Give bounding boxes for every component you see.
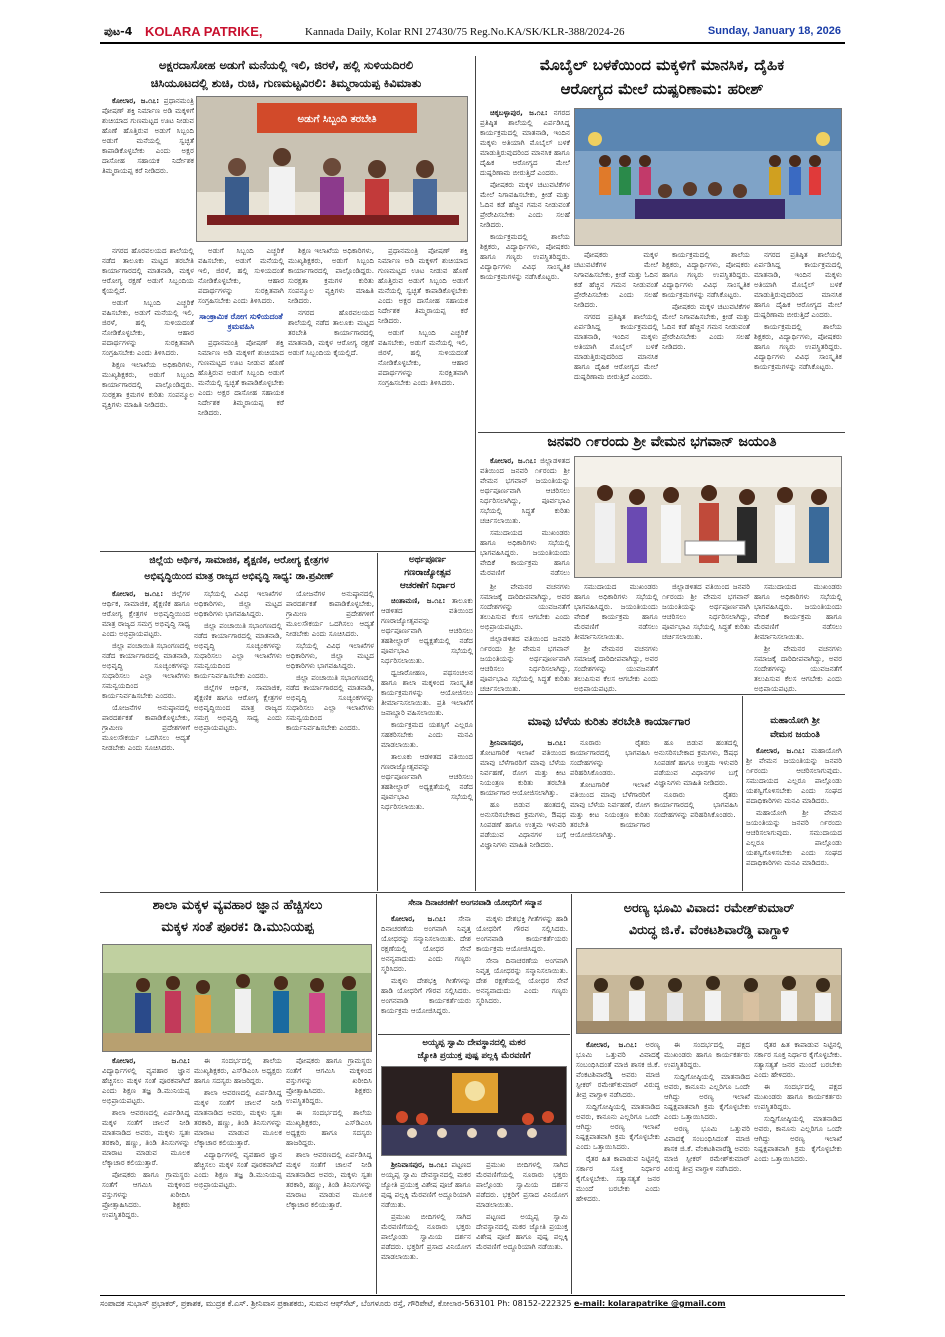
a5-body-1: ತಾಲೂಕು ಆಡಳಿತದ ವತಿಯಿಂದ ಗಣರಾಜ್ಯೋತ್ಸವವನ್ನು ಅರ್ಥಪೂರ್ಣವಾಗಿ ಆಚರಿಸಲು ತಹಶೀಲ್ದಾರ್ ಅಧ್ಯಕ್ಷತೆಯಲ್ಲಿ ನಡೆದ ಪೂರ್ವಭಾವಿ ಸಭೆಯಲ್ಲಿ ನಿರ್ಧರಿಸಲಾಯಿತು. <box>381 596 473 665</box>
a1-body-4: ಶಿಕ್ಷಣ ಇಲಾಖೆಯ ಅಧಿಕಾರಿಗಳು, ಮುಖ್ಯಶಿಕ್ಷಕರು, ಅಡುಗೆ ಸಿಬ್ಬಂದಿ ಕಾರ್ಯಾಗಾರದಲ್ಲಿ ಪಾಲ್ಗೊಂಡಿದ್ದರು. ಸುರಕ್ಷತಾ ಕ್ರಮಗಳ ಕುರಿತು ಸಂಪನ್ಮೂಲ ವ್ಯಕ್ತಿಗಳು ಮಾಹಿತಿ ನೀಡಿದರು. <box>102 360 194 409</box>
a11-column-1 <box>576 1040 660 1292</box>
a11-body-4b: ಈ ಸಂದರ್ಭದಲ್ಲಿ ಪಕ್ಷದ ಮುಖಂಡರು ಹಾಗೂ ಕಾರ್ಯಕರ್ತರು ಉಪಸ್ಥಿತರಿದ್ದರು. <box>754 1082 842 1111</box>
a8-headline-2: ಮಕ್ಕಳ ಸಂತೆ ಪೂರಕ: ಡಿ.ಮುನಿಯಪ್ಪ <box>161 920 314 935</box>
a10-body-2b: ಪ್ರಮುಖ ಬೀದಿಗಳಲ್ಲಿ ಸಾಗಿದ ಮೆರವಣಿಗೆಯಲ್ಲಿ ನೂರಾರು ಭಕ್ತರು ಪಾಲ್ಗೊಂಡು ಸ್ವಾಮಿಯ ದರ್ಶನ ಪಡೆದರು. ಭಕ್ತರಿಗೆ ಪ್ರಸಾದ ವಿನಿಯೋಗ ಮಾಡಲಾಯಿತು. <box>476 1160 568 1209</box>
a5-body-1b: ತಾಲೂಕು ಆಡಳಿತದ ವತಿಯಿಂದ ಗಣರಾಜ್ಯೋತ್ಸವವನ್ನು ಅರ್ಥಪೂರ್ಣವಾಗಿ ಆಚರಿಸಲು ತಹಶೀಲ್ದಾರ್ ಅಧ್ಯಕ್ಷತೆಯಲ್ಲಿ ನಡೆದ ಪೂರ್ವಭಾವಿ ಸಭೆಯಲ್ಲಿ ನಿರ್ಧರಿಸಲಾಯಿತು. <box>381 752 473 811</box>
a1-column-3 <box>288 246 374 538</box>
a5-column-1 <box>381 596 473 888</box>
a2-body-2c: ಪೋಷಕರು ಮಕ್ಕಳ ಚಟುವಟಿಕೆಗಳ ಮೇಲೆ ನಿಗಾವಹಿಸಬೇಕು, ಕ್ರೀಡೆ ಮತ್ತು ಓದಿನ ಕಡೆ ಹೆಚ್ಚಿನ ಗಮನ ನೀಡುವಂತೆ ಪ್ರೇರೇಪಿಸಬೇಕು ಎಂದು ಸಲಹೆ ನೀಡಿದರು. <box>662 302 750 351</box>
a6-body-2b: ಹೂ ಬಿಡುವ ಹಂತದಲ್ಲಿ ಅನುಸರಿಸಬೇಕಾದ ಕ್ರಮಗಳು, ಔಷಧ ಸಿಂಪಡಣೆ ಹಾಗೂ ಉತ್ತಮ ಇಳುವರಿ ಪಡೆಯುವ ವಿಧಾನಗಳ ಬಗ್ಗೆ ವಿಜ್ಞಾನಿಗಳು ಮಾಹಿತಿ ನೀಡಿದರು. <box>654 738 738 787</box>
vertical-rule-4 <box>742 696 743 891</box>
a8-dateline: ಕೋಲಾರ, ಜ.೧೭: <box>112 1056 190 1065</box>
a1-subhead: ಸಾಂಕ್ರಾಮಿಕ ರೋಗ ಸುಳಿಯದಂತೆ ಕ್ರಮವಹಿಸಿ <box>199 312 283 331</box>
a11-column-3 <box>754 1040 842 1292</box>
a4-body-2c: ಜಿಲ್ಲಾ ಪಂಚಾಯಿತಿ ಸಭಾಂಗಣದಲ್ಲಿ ನಡೆದ ಕಾರ್ಯಾಗಾರದಲ್ಲಿ ಮಾತನಾಡಿ, ಅಭಿವೃದ್ಧಿ ಸೂಚ್ಯಂಕಗಳನ್ನು ಸುಧಾರಿಸಲು ಎಲ್ಲಾ ಇಲಾಖೆಗಳು ಸಮನ್ವಯದಿಂದ ಕಾರ್ಯನಿರ್ವಹಿಸಬೇಕು ಎಂದರು. <box>286 673 374 732</box>
a6-dateline: ಶ್ರೀನಿವಾಸಪುರ, ಜ.೧೭: <box>490 738 566 747</box>
a9-body-2b: ಮಕ್ಕಳು ದೇಶಭಕ್ತಿ ಗೀತೆಗಳನ್ನು ಹಾಡಿ ಯೋಧರಿಗೆ ಗೌರವ ಸಲ್ಲಿಸಿದರು. ಅಂಗನವಾಡಿ ಕಾರ್ಯಕರ್ತೆಯರು ಕಾರ್ಯಕ್ರಮ ಆಯೋಜಿಸಿದ್ದರು. <box>476 914 568 953</box>
a11-body-3b: ರೈತರ ಹಿತ ಕಾಪಾಡುವ ನಿಟ್ಟಿನಲ್ಲಿ ಸರ್ಕಾರ ಸೂಕ್ತ ನಿರ್ಧಾರ ಕೈಗೊಳ್ಳಬೇಕು. ಸತ್ಯಾಸತ್ಯತೆ ಜನರ ಮುಂದೆ ಬರಬೇಕು ಎಂದು ಹೇಳಿದರು. <box>754 1040 842 1079</box>
a8-body-3: ಪೋಷಕರು ಹಾಗೂ ಗ್ರಾಮಸ್ಥರು ಸಂತೆಗೆ ಆಗಮಿಸಿ ಮಕ್ಕಳಿಂದ ವಸ್ತುಗಳನ್ನು ಖರೀದಿಸಿ ಪ್ರೋತ್ಸಾಹಿಸಿದರು. ಶಿಕ್ಷಕರು ಉಪಸ್ಥಿತರಿದ್ದರು. <box>102 1170 190 1219</box>
a4-body-1b: ಜಿಲ್ಲೆಗಳ ಆರ್ಥಿಕ, ಸಾಮಾಜಿಕ, ಶೈಕ್ಷಣಿಕ ಹಾಗೂ ಆರೋಗ್ಯ ಕ್ಷೇತ್ರಗಳ ಅಭಿವೃದ್ಧಿಯಿಂದ ಮಾತ್ರ ರಾಜ್ಯದ ಸಮಗ್ರ ಅಭಿವೃದ್ಧಿ ಸಾಧ್ಯ ಎಂದು ಅಭಿಪ್ರಾಯಪಟ್ಟರು. <box>194 683 282 732</box>
a8-column-3 <box>286 1056 372 1292</box>
masthead <box>100 22 845 44</box>
a2-column-2 <box>574 250 658 430</box>
a7-body-1: ಮಹಾಯೋಗಿ ಶ್ರೀ ವೇಮನ ಜಯಂತಿಯನ್ನು ಜನವರಿ ೧೯ರಂದು ಆಚರಿಸಲಾಗುವುದು. ಸಮುದಾಯದ ಎಲ್ಲರೂ ಪಾಲ್ಗೊಂಡು ಯಶಸ್ವಿಗೊಳಿಸಬೇಕು ಎಂದು ಸಂಘದ ಪದಾಧಿಕಾರಿಗಳು ಮನವಿ ಮಾಡಿದರು. <box>746 746 842 805</box>
page-number: ಪುಟ-4 <box>104 25 133 38</box>
a2-body-3: ಕಾರ್ಯಕ್ರಮದಲ್ಲಿ ಶಾಲೆಯ ಶಿಕ್ಷಕರು, ವಿದ್ಯಾರ್ಥಿಗಳು, ಪೋಷಕರು ಹಾಗೂ ಗಣ್ಯರು ಉಪಸ್ಥಿತರಿದ್ದರು. ವಿದ್ಯಾರ್ಥಿಗಳು ವಿವಿಧ ಸಾಂಸ್ಕೃತಿಕ ಕಾರ್ಯಕ್ರಮಗಳನ್ನು ನಡೆಸಿಕೊಟ್ಟರು. <box>480 232 570 281</box>
a10-dateline: ಶ್ರೀನಿವಾಸಪುರ, ಜ.೧೭: <box>391 1160 448 1169</box>
a8-body-3b: ಪೋಷಕರು ಹಾಗೂ ಗ್ರಾಮಸ್ಥರು ಸಂತೆಗೆ ಆಗಮಿಸಿ ಮಕ್ಕಳಿಂದ ವಸ್ತುಗಳನ್ನು ಖರೀದಿಸಿ ಪ್ರೋತ್ಸಾಹಿಸಿದರು. ಶಿಕ್ಷಕರು ಉಪಸ್ಥಿತರಿದ್ದರು. <box>286 1056 372 1105</box>
a3-body-1c: ಜಿಲ್ಲಾಡಳಿತದ ವತಿಯಿಂದ ಜನವರಿ ೧೯ರಂದು ಶ್ರೀ ವೇಮನ ಭಗವಾನ್ ಜಯಂತಿಯನ್ನು ಅರ್ಥಪೂರ್ಣವಾಗಿ ಆಚರಿಸಲು ನಿರ್ಧರಿಸಲಾಗಿದ್ದು, ಪೂರ್ವಭಾವಿ ಸಭೆಯಲ್ಲಿ ಸಿದ್ಧತೆ ಕುರಿತು ಚರ್ಚಿಸಲಾಯಿತು. <box>662 582 750 641</box>
a4-column-2 <box>194 589 282 889</box>
a7-body-1b: ಮಹಾಯೋಗಿ ಶ್ರೀ ವೇಮನ ಜಯಂತಿಯನ್ನು ಜನವರಿ ೧೯ರಂದು ಆಚರಿಸಲಾಗುವುದು. ಸಮುದಾಯದ ಎಲ್ಲರೂ ಪಾಲ್ಗೊಂಡು ಯಶಸ್ವಿಗೊಳಿಸಬೇಕು ಎಂದು ಸಂಘದ ಪದಾಧಿಕಾರಿಗಳು ಮನವಿ ಮಾಡಿದರು. <box>746 808 842 867</box>
a11-column-2 <box>664 1040 750 1292</box>
a11-body-2c: ಸುದ್ದಿಗೋಷ್ಠಿಯಲ್ಲಿ ಮಾತನಾಡಿದ ಅವರು, ಕಾನೂನು ಎಲ್ಲರಿಗೂ ಒಂದೇ ಆಗಿದ್ದು ಅರಣ್ಯ ಇಲಾಖೆ ನಿಷ್ಪಕ್ಷಪಾತವಾಗಿ ಕ್ರಮ ಕೈಗೊಳ್ಳಬೇಕು ಎಂದು ಒತ್ತಾಯಿಸಿದರು. <box>754 1114 842 1163</box>
a1-body-2: ನಗರದ ಹೊರವಲಯದ ಶಾಲೆಯಲ್ಲಿ ನಡೆದ ತಾಲೂಕು ಮಟ್ಟದ ತರಬೇತಿ ಕಾರ್ಯಾಗಾರದಲ್ಲಿ ಮಾತನಾಡಿ, ಮಕ್ಕಳ ಆರೋಗ್ಯ ರಕ್ಷಣೆ ಅಡುಗೆ ಸಿಬ್ಬಂದಿಯ ಕೈಯಲ್ಲಿದೆ. <box>102 246 194 295</box>
a3-body-1: ಜಿಲ್ಲಾಡಳಿತದ ವತಿಯಿಂದ ಜನವರಿ ೧೯ರಂದು ಶ್ರೀ ವೇಮನ ಭಗವಾನ್ ಜಯಂತಿಯನ್ನು ಅರ್ಥಪೂರ್ಣವಾಗಿ ಆಚರಿಸಲು ನಿರ್ಧರಿಸಲಾಗಿದ್ದು, ಪೂರ್ವಭಾವಿ ಸಭೆಯಲ್ಲಿ ಸಿದ್ಧತೆ ಕುರಿತು ಚರ್ಚಿಸಲಾಯಿತು. <box>480 456 570 525</box>
a2-body-3c: ಕಾರ್ಯಕ್ರಮದಲ್ಲಿ ಶಾಲೆಯ ಶಿಕ್ಷಕರು, ವಿದ್ಯಾರ್ಥಿಗಳು, ಪೋಷಕರು ಹಾಗೂ ಗಣ್ಯರು ಉಪಸ್ಥಿತರಿದ್ದರು. ವಿದ್ಯಾರ್ಥಿಗಳು ವಿವಿಧ ಸಾಂಸ್ಕೃತಿಕ ಕಾರ್ಯಕ್ರಮಗಳನ್ನು ನಡೆಸಿಕೊಟ್ಟರು. <box>754 322 842 371</box>
footer-imprint: ಸಂಪಾದಕ ಸುಭಾಸ್ ಪ್ರಭಾಕರ್, ಪ್ರಕಾಶಕ, ಮುದ್ರಕ ಕೆ.ಎಸ್. ಶ್ರೀನಿವಾಸ ಪ್ರಕಾಶಕರು, ಸುಮನ ಆಫ್‌ಸೆಟ್, ಬೆಂಗಳೂರು ರಸ್ತೆ, ಗೌರಿಪೇಟೆ, ಕೋಲಾರ-563101 Ph: 08152-222325 <box>100 1299 572 1308</box>
vertical-rule-6 <box>571 894 572 1294</box>
a4-headline-2: ಅಭಿವೃದ್ಧಿಯಿಂದ ಮಾತ್ರ ರಾಜ್ಯದ ಅಭಿವೃದ್ಧಿ ಸಾಧ್ಯ: ಡಾ.ಪ್ರವೀಣ್ <box>144 571 334 582</box>
a4-headline-1: ಜಿಲ್ಲೆಯ ಆರ್ಥಿಕ, ಸಾಮಾಜಿಕ, ಶೈಕ್ಷಣಿಕ, ಆರೋಗ್ಯ ಕ್ಷೇತ್ರಗಳ <box>149 555 329 566</box>
a4-column-3 <box>286 589 374 889</box>
a11-body-1b: ಅರಣ್ಯ ಭೂಮಿ ಒತ್ತುವರಿ ವಿವಾದಕ್ಕೆ ಸಂಬಂಧಿಸಿದಂತೆ ಮಾಜಿ ಶಾಸಕ ಜಿ.ಕೆ. ವೆಂಕಟಶಿವಾರೆಡ್ಡಿ ಅವರು ಮಾಜಿ ಸ್ಪೀಕರ್ ರಮೇಶ್‌ಕುಮಾರ್ ವಿರುದ್ಧ ತೀವ್ರ ವಾಗ್ದಾಳಿ ನಡೆಸಿದರು. <box>664 1124 750 1173</box>
issue-date: Sunday, January 18, 2026 <box>707 25 841 37</box>
a9-column-1 <box>381 914 471 1032</box>
a2-body-3b: ಕಾರ್ಯಕ್ರಮದಲ್ಲಿ ಶಾಲೆಯ ಶಿಕ್ಷಕರು, ವಿದ್ಯಾರ್ಥಿಗಳು, ಪೋಷಕರು ಹಾಗೂ ಗಣ್ಯರು ಉಪಸ್ಥಿತರಿದ್ದರು. ವಿದ್ಯಾರ್ಥಿಗಳು ವಿವಿಧ ಸಾಂಸ್ಕೃತಿಕ ಕಾರ್ಯಕ್ರಮಗಳನ್ನು ನಡೆಸಿಕೊಟ್ಟರು. <box>662 250 750 299</box>
a8-body-2b: ಶಾಲಾ ಆವರಣದಲ್ಲಿ ಏರ್ಪಡಿಸಿದ್ದ ಮಕ್ಕಳ ಸಂತೆಗೆ ಚಾಲನೆ ನೀಡಿ ಮಾತನಾಡಿದ ಅವರು, ಮಕ್ಕಳು ಸ್ವತಃ ತರಕಾರಿ, ಹಣ್ಣು, ತಿಂಡಿ ತಿನಿಸುಗಳನ್ನು ಮಾರಾಟ ಮಾಡುವ ಮೂಲಕ ಲೆಕ್ಕಾಚಾರ ಕಲಿಯುತ್ತಾರೆ. <box>194 1088 282 1147</box>
a6-column-1 <box>480 738 566 888</box>
a10-body-1b: ಪಟ್ಟಣದ ಅಯ್ಯಪ್ಪ ಸ್ವಾಮಿ ದೇವಸ್ಥಾನದಲ್ಲಿ ಮಕರ ಜ್ಯೋತಿ ಪ್ರಯುಕ್ತ ವಿಶೇಷ ಪೂಜೆ ಹಾಗೂ ಪುಷ್ಪ ಪಲ್ಲಕ್ಕಿ ಮೆರವಣಿಗೆ ಅದ್ದೂರಿಯಾಗಿ ನಡೆಯಿತು. <box>476 1212 568 1251</box>
a7-headline-2: ವೇಮನ ಜಯಂತಿ <box>770 730 820 740</box>
a1-body-1: ಪ್ರಧಾನಮಂತ್ರಿ ಪೋಷಣ್ ಶಕ್ತಿ ನಿರ್ಮಾಣ ಅಡಿ ಮಕ್ಕಳಿಗೆ ಶುಚಿಯಾದ ಗುಣಮಟ್ಟದ ಊಟ ನೀಡುವ ಹೊಣೆ ಹೊತ್ತಿರುವ ಅಡುಗೆ ಸಿಬ್ಬಂದಿ ಅಡುಗೆ ಮನೆಯಲ್ಲಿ ಸ್ವಚ್ಛತೆ ಕಾಪಾಡಿಕೊಳ್ಳಬೇಕು ಎಂದು ಅಕ್ಷರ ದಾಸೋಹ ಸಹಾಯಕ ನಿರ್ದೇಶಕ ತಿಮ್ಮರಾಯಪ್ಪ ಕರೆ ನೀಡಿದರು. <box>102 96 194 175</box>
footer-email: e-mail: kolarapatrike @gmail.com <box>573 1299 726 1308</box>
a6-headline: ಮಾವು ಬೆಳೆಯ ಕುರಿತು ತರಬೇತಿ ಕಾರ್ಯಾಗಾರ <box>527 715 691 728</box>
a3-body-3b: ಶ್ರೀ ವೇಮನರ ವಚನಗಳು ಸಮಾಜಕ್ಕೆ ದಾರಿದೀಪವಾಗಿದ್ದು, ಅವರ ಸಂದೇಶಗಳನ್ನು ಯುವಜನತೆಗೆ ತಲುಪಿಸುವ ಕೆಲಸ ಆಗಬೇಕು ಎಂದು ಅಭಿಪ್ರಾಯಪಟ್ಟರು. <box>574 644 658 692</box>
a1-column-4 <box>378 246 468 538</box>
a5-headline-3: ಆಚರಣೆಗೆ ನಿರ್ಧಾರ <box>399 581 456 591</box>
vertical-rule-3 <box>475 551 476 891</box>
a9-headline: ಸೇನಾ ದಿನಾಚರಣೆಗೆ ಅಂಗನವಾಡಿ ಯೋಧರಿಗೆ ಸನ್ಮಾನ <box>408 898 542 907</box>
a7-column-1 <box>746 746 842 888</box>
a10-body-1: ಪಟ್ಟಣದ ಅಯ್ಯಪ್ಪ ಸ್ವಾಮಿ ದೇವಸ್ಥಾನದಲ್ಲಿ ಮಕರ ಜ್ಯೋತಿ ಪ್ರಯುಕ್ತ ವಿಶೇಷ ಪೂಜೆ ಹಾಗೂ ಪುಷ್ಪ ಪಲ್ಲಕ್ಕಿ ಮೆರವಣಿಗೆ ಅದ್ದೂರಿಯಾಗಿ ನಡೆಯಿತು. <box>381 1160 471 1209</box>
a1-body-3b: ಅಡುಗೆ ಸಿಬ್ಬಂದಿ ಎಚ್ಚರಿಕೆ ವಹಿಸಬೇಕು, ಅಡುಗೆ ಮನೆಯಲ್ಲಿ ಇಲಿ, ಜಿರಳೆ, ಹಲ್ಲಿ ಸುಳಿಯದಂತೆ ನೋಡಿಕೊಳ್ಳಬೇಕು, ಆಹಾರ ಪದಾರ್ಥಗಳನ್ನು ಸುರಕ್ಷಿತವಾಗಿ ಸಂಗ್ರಹಿಸಬೇಕು ಎಂದು ತಿಳಿಸಿದರು. <box>198 246 284 305</box>
horizontal-rule-a2 <box>478 432 845 433</box>
a1-body-1c: ಪ್ರಧಾನಮಂತ್ರಿ ಪೋಷಣ್ ಶಕ್ತಿ ನಿರ್ಮಾಣ ಅಡಿ ಮಕ್ಕಳಿಗೆ ಶುಚಿಯಾದ ಗುಣಮಟ್ಟದ ಊಟ ನೀಡುವ ಹೊಣೆ ಹೊತ್ತಿರುವ ಅಡುಗೆ ಸಿಬ್ಬಂದಿ ಅಡುಗೆ ಮನೆಯಲ್ಲಿ ಸ್ವಚ್ಛತೆ ಕಾಪಾಡಿಕೊಳ್ಳಬೇಕು ಎಂದು ಅಕ್ಷರ ದಾಸೋಹ ಸಹಾಯಕ ನಿರ್ದೇಶಕ ತಿಮ್ಮರಾಯಪ್ಪ ಕರೆ ನೀಡಿದರು. <box>378 246 468 325</box>
a4-body-1: ಜಿಲ್ಲೆಗಳ ಆರ್ಥಿಕ, ಸಾಮಾಜಿಕ, ಶೈಕ್ಷಣಿಕ ಹಾಗೂ ಆರೋಗ್ಯ ಕ್ಷೇತ್ರಗಳ ಅಭಿವೃದ್ಧಿಯಿಂದ ಮಾತ್ರ ರಾಜ್ಯದ ಸಮಗ್ರ ಅಭಿವೃದ್ಧಿ ಸಾಧ್ಯ ಎಂದು ಅಭಿಪ್ರಾಯಪಟ್ಟರು. <box>102 589 190 638</box>
a1-column-2 <box>198 246 284 538</box>
a11-photo <box>576 948 842 1034</box>
a9-column-2 <box>476 914 568 1032</box>
a7-headline-1: ಮಹಾಯೋಗಿ ಶ್ರೀ <box>770 716 820 726</box>
a2-column-3 <box>662 250 750 430</box>
a8-body-2: ಶಾಲಾ ಆವರಣದಲ್ಲಿ ಏರ್ಪಡಿಸಿದ್ದ ಮಕ್ಕಳ ಸಂತೆಗೆ ಚಾಲನೆ ನೀಡಿ ಮಾತನಾಡಿದ ಅವರು, ಮಕ್ಕಳು ಸ್ವತಃ ತರಕಾರಿ, ಹಣ್ಣು, ತಿಂಡಿ ತಿನಿಸುಗಳನ್ನು ಮಾರಾಟ ಮಾಡುವ ಮೂಲಕ ಲೆಕ್ಕಾಚಾರ ಕಲಿಯುತ್ತಾರೆ. <box>102 1108 190 1167</box>
a9-body-2: ಮಕ್ಕಳು ದೇಶಭಕ್ತಿ ಗೀತೆಗಳನ್ನು ಹಾಡಿ ಯೋಧರಿಗೆ ಗೌರವ ಸಲ್ಲಿಸಿದರು. ಅಂಗನವಾಡಿ ಕಾರ್ಯಕರ್ತೆಯರು ಕಾರ್ಯಕ್ರಮ ಆಯೋಜಿಸಿದ್ದರು. <box>381 976 471 1015</box>
a3-column-3 <box>574 582 658 692</box>
a3-body-2: ಸಮುದಾಯದ ಮುಖಂಡರು ಹಾಗೂ ಅಧಿಕಾರಿಗಳು ಸಭೆಯಲ್ಲಿ ಭಾಗವಹಿಸಿದ್ದರು. ಜಯಂತಿಯಂದು ವೇದಿಕೆ ಕಾರ್ಯಕ್ರಮ ಹಾಗೂ ಮೆರವಣಿಗೆ ನಡೆಸಲು <box>480 528 570 577</box>
a5-headline-1: ಅರ್ಥಪೂರ್ಣ <box>408 555 447 565</box>
a1-headline-2: ಚಿಸಿಯೂಟದಲ್ಲಿ ಶುಚಿ, ರುಚಿ, ಗುಣಮಟ್ಟವಿರಲಿ: ತಿಮ್ಮರಾಯಪ್ಪ ಕಿವಿಮಾತು <box>150 76 422 90</box>
a5-dateline: ಚಿಂತಾಮಣಿ, ಜ.೧೭: <box>391 596 446 605</box>
a6-body-1: ತೋಟಗಾರಿಕೆ ಇಲಾಖೆ ವತಿಯಿಂದ ಮಾವು ಬೆಳೆಗಾರರಿಗೆ ಮಾವು ಬೆಳೆಯ ನಿರ್ವಹಣೆ, ರೋಗ ಮತ್ತು ಕೀಟ ನಿಯಂತ್ರಣ ಕುರಿತು ತರಬೇತಿ ಕಾರ್ಯಾಗಾರ ಆಯೋಜಿಸಲಾಗಿತ್ತು. <box>480 748 566 797</box>
a6-column-2 <box>570 738 650 888</box>
a5-body-3: ಕಾರ್ಯಕ್ರಮದ ಯಶಸ್ಸಿಗೆ ಎಲ್ಲರೂ ಸಹಕರಿಸಬೇಕು ಎಂದು ಮನವಿ ಮಾಡಲಾಯಿತು. <box>381 720 473 749</box>
a3-photo <box>574 456 842 578</box>
vertical-rule-2 <box>377 553 378 891</box>
a2-body-1b: ನಗರದ ಪ್ರತಿಷ್ಠಿತ ಶಾಲೆಯಲ್ಲಿ ಏರ್ಪಡಿಸಿದ್ದ ಕಾರ್ಯಕ್ರಮದಲ್ಲಿ ಮಾತನಾಡಿ, ಇಂದಿನ ಮಕ್ಕಳು ಅತಿಯಾಗಿ ಮೊಬೈಲ್ ಬಳಕೆ ಮಾಡುತ್ತಿರುವುದರಿಂದ ಮಾನಸಿಕ ಹಾಗೂ ದೈಹಿಕ ಆರೋಗ್ಯದ ಮೇಲೆ ದುಷ್ಪರಿಣಾಮ ಬೀರುತ್ತಿದೆ ಎಂದರು. <box>574 312 658 381</box>
a2-body-1: ನಗರದ ಪ್ರತಿಷ್ಠಿತ ಶಾಲೆಯಲ್ಲಿ ಏರ್ಪಡಿಸಿದ್ದ ಕಾರ್ಯಕ್ರಮದಲ್ಲಿ ಮಾತನಾಡಿ, ಇಂದಿನ ಮಕ್ಕಳು ಅತಿಯಾಗಿ ಮೊಬೈಲ್ ಬಳಕೆ ಮಾಡುತ್ತಿರುವುದರಿಂದ ಮಾನಸಿಕ ಹಾಗೂ ದೈಹಿಕ ಆರೋಗ್ಯದ ಮೇಲೆ ದುಷ್ಪರಿಣಾಮ ಬೀರುತ್ತಿದೆ ಎಂದರು. <box>480 108 570 177</box>
a10-headline-2: ಜ್ಯೋತಿ ಪ್ರಯುಕ್ತ ಪುಷ್ಪ ಪಲ್ಲಕ್ಕಿ ಮೆರವಣಿಗೆ <box>417 1051 531 1061</box>
a5-body-2: ಧ್ವಜಾರೋಹಣ, ಪಥಸಂಚಲನ ಹಾಗೂ ಶಾಲಾ ಮಕ್ಕಳಿಂದ ಸಾಂಸ್ಕೃತಿಕ ಕಾರ್ಯಕ್ರಮಗಳನ್ನು ಆಯೋಜಿಸಲು ತೀರ್ಮಾನಿಸಲಾಯಿತು. ಪ್ರತಿ ಇಲಾಖೆಗೆ ಜವಾಬ್ದಾರಿ ವಹಿಸಲಾಯಿತು. <box>381 668 473 717</box>
a3-body-3c: ಶ್ರೀ ವೇಮನರ ವಚನಗಳು ಸಮಾಜಕ್ಕೆ ದಾರಿದೀಪವಾಗಿದ್ದು, ಅವರ ಸಂದೇಶಗಳನ್ನು ಯುವಜನತೆಗೆ ತಲುಪಿಸುವ ಕೆಲಸ ಆಗಬೇಕು ಎಂದು ಅಭಿಪ್ರಾಯಪಟ್ಟರು. <box>754 644 842 692</box>
a11-headline-1: ಅರಣ್ಯ ಭೂಮಿ ವಿವಾದ: ರಮೇಶ್‌ಕುಮಾರ್ <box>623 900 795 915</box>
horizontal-rule-a10 <box>378 1034 570 1035</box>
a6-body-2: ಹೂ ಬಿಡುವ ಹಂತದಲ್ಲಿ ಅನುಸರಿಸಬೇಕಾದ ಕ್ರಮಗಳು, ಔಷಧ ಸಿಂಪಡಣೆ ಹಾಗೂ ಉತ್ತಮ ಇಳುವರಿ ಪಡೆಯುವ ವಿಧಾನಗಳ ಬಗ್ಗೆ ವಿಜ್ಞಾನಿಗಳು ಮಾಹಿತಿ ನೀಡಿದರು. <box>480 800 566 849</box>
a11-dateline: ಕೋಲಾರ, ಜ.೧೭: <box>586 1040 637 1049</box>
a2-headline-1: ಮೊಬೈಲ್ ಬಳಕೆಯಿಂದ ಮಕ್ಕಳಿಗೆ ಮಾನಸಿಕ, ದೈಹಿಕ <box>539 56 785 74</box>
a1-body-4b: ಶಿಕ್ಷಣ ಇಲಾಖೆಯ ಅಧಿಕಾರಿಗಳು, ಮುಖ್ಯಶಿಕ್ಷಕರು, ಅಡುಗೆ ಸಿಬ್ಬಂದಿ ಕಾರ್ಯಾಗಾರದಲ್ಲಿ ಪಾಲ್ಗೊಂಡಿದ್ದರು. ಸುರಕ್ಷತಾ ಕ್ರಮಗಳ ಕುರಿತು ಸಂಪನ್ಮೂಲ ವ್ಯಕ್ತಿಗಳು ಮಾಹಿತಿ ನೀಡಿದರು. <box>288 246 374 305</box>
a4-body-3b: ಯೋಜನೆಗಳ ಅನುಷ್ಠಾನದಲ್ಲಿ ಪಾರದರ್ಶಕತೆ ಕಾಪಾಡಿಕೊಳ್ಳಬೇಕು, ಗ್ರಾಮೀಣ ಪ್ರದೇಶಗಳಿಗೆ ಮೂಲಸೌಕರ್ಯ ಒದಗಿಸಲು ಆದ್ಯತೆ ನೀಡಬೇಕು ಎಂದು ಸೂಚಿಸಿದರು. <box>286 589 374 638</box>
a4-body-4b: ಸಭೆಯಲ್ಲಿ ವಿವಿಧ ಇಲಾಖೆಗಳ ಅಧಿಕಾರಿಗಳು, ಜಿಲ್ಲಾ ಮಟ್ಟದ ಅಧಿಕಾರಿಗಳು ಭಾಗವಹಿಸಿದ್ದರು. <box>286 641 374 670</box>
a10-photo <box>381 1066 567 1156</box>
a1-column-1b <box>102 246 194 538</box>
a11-body-4: ಈ ಸಂದರ್ಭದಲ್ಲಿ ಪಕ್ಷದ ಮುಖಂಡರು ಹಾಗೂ ಕಾರ್ಯಕರ್ತರು ಉಪಸ್ಥಿತರಿದ್ದರು. <box>664 1040 750 1069</box>
a9-body-1: ಸೇನಾ ದಿನಾಚರಣೆಯ ಅಂಗವಾಗಿ ನಿವೃತ್ತ ಯೋಧರನ್ನು ಸನ್ಮಾನಿಸಲಾಯಿತು. ದೇಶ ರಕ್ಷಣೆಯಲ್ಲಿ ಯೋಧರ ಸೇವೆ ಅನನ್ಯವಾದುದು ಎಂದು ಗಣ್ಯರು ಸ್ಮರಿಸಿದರು. <box>381 914 471 973</box>
registration-line: Kannada Daily, Kolar RNI 27430/75 Reg.No.KA/SK/KLR-388/2024-26 <box>305 26 625 38</box>
a8-photo <box>102 944 372 1052</box>
a2-body-1c: ನಗರದ ಪ್ರತಿಷ್ಠಿತ ಶಾಲೆಯಲ್ಲಿ ಏರ್ಪಡಿಸಿದ್ದ ಕಾರ್ಯಕ್ರಮದಲ್ಲಿ ಮಾತನಾಡಿ, ಇಂದಿನ ಮಕ್ಕಳು ಅತಿಯಾಗಿ ಮೊಬೈಲ್ ಬಳಕೆ ಮಾಡುತ್ತಿರುವುದರಿಂದ ಮಾನಸಿಕ ಹಾಗೂ ದೈಹಿಕ ಆರೋಗ್ಯದ ಮೇಲೆ ದುಷ್ಪರಿಣಾಮ ಬೀರುತ್ತಿದೆ ಎಂದರು. <box>754 250 842 319</box>
a3-column-1 <box>480 456 570 578</box>
a2-column-4 <box>754 250 842 430</box>
a3-column-2 <box>480 582 570 692</box>
a8-column-1 <box>102 1056 190 1292</box>
a10-column-2 <box>476 1160 568 1292</box>
a1-body-3: ಅಡುಗೆ ಸಿಬ್ಬಂದಿ ಎಚ್ಚರಿಕೆ ವಹಿಸಬೇಕು, ಅಡುಗೆ ಮನೆಯಲ್ಲಿ ಇಲಿ, ಜಿರಳೆ, ಹಲ್ಲಿ ಸುಳಿಯದಂತೆ ನೋಡಿಕೊಳ್ಳಬೇಕು, ಆಹಾರ ಪದಾರ್ಥಗಳನ್ನು ಸುರಕ್ಷಿತವಾಗಿ ಸಂಗ್ರಹಿಸಬೇಕು ಎಂದು ತಿಳಿಸಿದರು. <box>102 298 194 357</box>
a1-column-1 <box>102 96 194 242</box>
a10-body-2: ಪ್ರಮುಖ ಬೀದಿಗಳಲ್ಲಿ ಸಾಗಿದ ಮೆರವಣಿಗೆಯಲ್ಲಿ ನೂರಾರು ಭಕ್ತರು ಪಾಲ್ಗೊಂಡು ಸ್ವಾಮಿಯ ದರ್ಶನ ಪಡೆದರು. ಭಕ್ತರಿಗೆ ಪ್ರಸಾದ ವಿನಿಯೋಗ ಮಾಡಲಾಯಿತು. <box>381 1212 471 1261</box>
a2-body-2: ಪೋಷಕರು ಮಕ್ಕಳ ಚಟುವಟಿಕೆಗಳ ಮೇಲೆ ನಿಗಾವಹಿಸಬೇಕು, ಕ್ರೀಡೆ ಮತ್ತು ಓದಿನ ಕಡೆ ಹೆಚ್ಚಿನ ಗಮನ ನೀಡುವಂತೆ ಪ್ರೇರೇಪಿಸಬೇಕು ಎಂದು ಸಲಹೆ ನೀಡಿದರು. <box>480 180 570 229</box>
a4-dateline: ಕೋಲಾರ, ಜ.೧೭: <box>112 589 164 598</box>
a8-column-2 <box>194 1056 282 1292</box>
a2-column-1 <box>480 108 570 430</box>
a4-body-3: ಯೋಜನೆಗಳ ಅನುಷ್ಠಾನದಲ್ಲಿ ಪಾರದರ್ಶಕತೆ ಕಾಪಾಡಿಕೊಳ್ಳಬೇಕು, ಗ್ರಾಮೀಣ ಪ್ರದೇಶಗಳಿಗೆ ಮೂಲಸೌಕರ್ಯ ಒದಗಿಸಲು ಆದ್ಯತೆ ನೀಡಬೇಕು ಎಂದು ಸೂಚಿಸಿದರು. <box>102 703 190 752</box>
a5-headline-2: ಗಣರಾಜ್ಯೋತ್ಸವ <box>404 568 451 578</box>
a3-body-1b: ಜಿಲ್ಲಾಡಳಿತದ ವತಿಯಿಂದ ಜನವರಿ ೧೯ರಂದು ಶ್ರೀ ವೇಮನ ಭಗವಾನ್ ಜಯಂತಿಯನ್ನು ಅರ್ಥಪೂರ್ಣವಾಗಿ ಆಚರಿಸಲು ನಿರ್ಧರಿಸಲಾಗಿದ್ದು, ಪೂರ್ವಭಾವಿ ಸಭೆಯಲ್ಲಿ ಸಿದ್ಧತೆ ಕುರಿತು ಚರ್ಚಿಸಲಾಯಿತು. <box>480 634 570 692</box>
a10-headline-1: ಅಯ್ಯಪ್ಪ ಸ್ವಾಮಿ ದೇವಸ್ಥಾನದಲ್ಲಿ ಮಕರ <box>422 1038 526 1048</box>
a1-dateline: ಕೋಲಾರ, ಜ.೧೭: <box>112 96 160 105</box>
a8-body-4: ಈ ಸಂದರ್ಭದಲ್ಲಿ ಶಾಲೆಯ ಮುಖ್ಯಶಿಕ್ಷಕರು, ಎಸ್‌ಡಿಎಂಸಿ ಅಧ್ಯಕ್ಷರು ಹಾಗೂ ಸದಸ್ಯರು ಹಾಜರಿದ್ದರು. <box>194 1056 282 1085</box>
a1-body-3c: ಅಡುಗೆ ಸಿಬ್ಬಂದಿ ಎಚ್ಚರಿಕೆ ವಹಿಸಬೇಕು, ಅಡುಗೆ ಮನೆಯಲ್ಲಿ ಇಲಿ, ಜಿರಳೆ, ಹಲ್ಲಿ ಸುಳಿಯದಂತೆ ನೋಡಿಕೊಳ್ಳಬೇಕು, ಆಹಾರ ಪದಾರ್ಥಗಳನ್ನು ಸುರಕ್ಷಿತವಾಗಿ ಸಂಗ್ರಹಿಸಬೇಕು ಎಂದು ತಿಳಿಸಿದರು. <box>378 328 468 387</box>
a3-body-3: ಶ್ರೀ ವೇಮನರ ವಚನಗಳು ಸಮಾಜಕ್ಕೆ ದಾರಿದೀಪವಾಗಿದ್ದು, ಅವರ ಸಂದೇಶಗಳನ್ನು ಯುವಜನತೆಗೆ ತಲುಪಿಸುವ ಕೆಲಸ ಆಗಬೇಕು ಎಂದು ಅಭಿಪ್ರಾಯಪಟ್ಟರು. <box>480 582 570 631</box>
a11-body-2b: ಸುದ್ದಿಗೋಷ್ಠಿಯಲ್ಲಿ ಮಾತನಾಡಿದ ಅವರು, ಕಾನೂನು ಎಲ್ಲರಿಗೂ ಒಂದೇ ಆಗಿದ್ದು ಅರಣ್ಯ ಇಲಾಖೆ ನಿಷ್ಪಕ್ಷಪಾತವಾಗಿ ಕ್ರಮ ಕೈಗೊಳ್ಳಬೇಕು ಎಂದು ಒತ್ತಾಯಿಸಿದರು. <box>664 1072 750 1121</box>
a2-headline-2: ಆರೋಗ್ಯದ ಮೇಲೆ ದುಷ್ಪರಿಣಾಮ: ಹರೀಶ್ <box>560 80 764 98</box>
a6-body-3b: ನೂರಾರು ರೈತರು ಕಾರ್ಯಾಗಾರದಲ್ಲಿ ಭಾಗವಹಿಸಿ ಸಂದೇಹಗಳನ್ನು ಪರಿಹರಿಸಿಕೊಂಡರು. <box>654 790 738 819</box>
a1-photo-banner-text: ಅಡುಗೆ ಸಿಬ್ಬಂದಿ ತರಬೇತಿ <box>297 114 377 125</box>
a6-body-3: ನೂರಾರು ರೈತರು ಕಾರ್ಯಾಗಾರದಲ್ಲಿ ಭಾಗವಹಿಸಿ ಸಂದೇಹಗಳನ್ನು ಪರಿಹರಿಸಿಕೊಂಡರು. <box>570 738 650 777</box>
a3-dateline: ಕೋಲಾರ, ಜ.೧೭: <box>490 456 537 465</box>
a8-body-2c: ಶಾಲಾ ಆವರಣದಲ್ಲಿ ಏರ್ಪಡಿಸಿದ್ದ ಮಕ್ಕಳ ಸಂತೆಗೆ ಚಾಲನೆ ನೀಡಿ ಮಾತನಾಡಿದ ಅವರು, ಮಕ್ಕಳು ಸ್ವತಃ ತರಕಾರಿ, ಹಣ್ಣು, ತಿಂಡಿ ತಿನಿಸುಗಳನ್ನು ಮಾರಾಟ ಮಾಡುವ ಮೂಲಕ ಲೆಕ್ಕಾಚಾರ ಕಲಿಯುತ್ತಾರೆ. <box>286 1150 372 1209</box>
horizontal-rule-mid <box>100 892 845 893</box>
a4-body-2b: ಜಿಲ್ಲಾ ಪಂಚಾಯಿತಿ ಸಭಾಂಗಣದಲ್ಲಿ ನಡೆದ ಕಾರ್ಯಾಗಾರದಲ್ಲಿ ಮಾತನಾಡಿ, ಅಭಿವೃದ್ಧಿ ಸೂಚ್ಯಂಕಗಳನ್ನು ಸುಧಾರಿಸಲು ಎಲ್ಲಾ ಇಲಾಖೆಗಳು ಸಮನ್ವಯದಿಂದ ಕಾರ್ಯನಿರ್ವಹಿಸಬೇಕು ಎಂದರು. <box>194 621 282 680</box>
a6-body-1b: ತೋಟಗಾರಿಕೆ ಇಲಾಖೆ ವತಿಯಿಂದ ಮಾವು ಬೆಳೆಗಾರರಿಗೆ ಮಾವು ಬೆಳೆಯ ನಿರ್ವಹಣೆ, ರೋಗ ಮತ್ತು ಕೀಟ ನಿಯಂತ್ರಣ ಕುರಿತು ತರಬೇತಿ ಕಾರ್ಯಾಗಾರ ಆಯೋಜಿಸಲಾಗಿತ್ತು. <box>570 780 650 839</box>
a1-headline-1: ಅಕ್ಷರದಾಸೋಹ ಅಡುಗೆ ಮನೆಯಲ್ಲಿ ಇಲಿ, ಜಿರಳೆ, ಹಲ್ಲಿ ಸುಳಿಯದಿರಲಿ <box>158 58 414 72</box>
a1-body-2b: ನಗರದ ಹೊರವಲಯದ ಶಾಲೆಯಲ್ಲಿ ನಡೆದ ತಾಲೂಕು ಮಟ್ಟದ ತರಬೇತಿ ಕಾರ್ಯಾಗಾರದಲ್ಲಿ ಮಾತನಾಡಿ, ಮಕ್ಕಳ ಆರೋಗ್ಯ ರಕ್ಷಣೆ ಅಡುಗೆ ಸಿಬ್ಬಂದಿಯ ಕೈಯಲ್ಲಿದೆ. <box>288 308 374 357</box>
a3-body-2b: ಸಮುದಾಯದ ಮುಖಂಡರು ಹಾಗೂ ಅಧಿಕಾರಿಗಳು ಸಭೆಯಲ್ಲಿ ಭಾಗವಹಿಸಿದ್ದರು. ಜಯಂತಿಯಂದು ವೇದಿಕೆ ಕಾರ್ಯಕ್ರಮ ಹಾಗೂ ಮೆರವಣಿಗೆ ನಡೆಸಲು ತೀರ್ಮಾನಿಸಲಾಯಿತು. <box>574 582 658 641</box>
a11-body-2: ಸುದ್ದಿಗೋಷ್ಠಿಯಲ್ಲಿ ಮಾತನಾಡಿದ ಅವರು, ಕಾನೂನು ಎಲ್ಲರಿಗೂ ಒಂದೇ ಆಗಿದ್ದು ಅರಣ್ಯ ಇಲಾಖೆ ನಿಷ್ಪಕ್ಷಪಾತವಾಗಿ ಕ್ರಮ ಕೈಗೊಳ್ಳಬೇಕು ಎಂದು ಒತ್ತಾಯಿಸಿದರು. <box>576 1102 660 1151</box>
a11-headline-2: ವಿರುದ್ಧ ಜಿ.ಕೆ. ವೆಂಕಟಶಿವಾರೆಡ್ಡಿ ವಾಗ್ದಾಳಿ <box>629 922 789 937</box>
a3-headline: ಜನವರಿ ೧೯ರಂದು ಶ್ರೀ ವೇಮನ ಭಗವಾನ್ ಜಯಂತಿ <box>547 434 777 450</box>
a3-column-5 <box>754 582 842 692</box>
a1-body-1b: ಪ್ರಧಾನಮಂತ್ರಿ ಪೋಷಣ್ ಶಕ್ತಿ ನಿರ್ಮಾಣ ಅಡಿ ಮಕ್ಕಳಿಗೆ ಶುಚಿಯಾದ ಗುಣಮಟ್ಟದ ಊಟ ನೀಡುವ ಹೊಣೆ ಹೊತ್ತಿರುವ ಅಡುಗೆ ಸಿಬ್ಬಂದಿ ಅಡುಗೆ ಮನೆಯಲ್ಲಿ ಸ್ವಚ್ಛತೆ ಕಾಪಾಡಿಕೊಳ್ಳಬೇಕು ಎಂದು ಅಕ್ಷರ ದಾಸೋಹ ಸಹಾಯಕ ನಿರ್ದೇಶಕ ತಿಮ್ಮರಾಯಪ್ಪ ಕರೆ ನೀಡಿದರು. <box>198 338 284 417</box>
vertical-rule-1 <box>475 56 476 551</box>
a3-column-4 <box>662 582 750 692</box>
a4-column-1 <box>102 589 190 889</box>
horizontal-rule-left <box>100 551 475 552</box>
a8-body-4b: ಈ ಸಂದರ್ಭದಲ್ಲಿ ಶಾಲೆಯ ಮುಖ್ಯಶಿಕ್ಷಕರು, ಎಸ್‌ಡಿಎಂಸಿ ಅಧ್ಯಕ್ಷರು ಹಾಗೂ ಸದಸ್ಯರು ಹಾಜರಿದ್ದರು. <box>286 1108 372 1147</box>
horizontal-rule-a6 <box>478 694 845 695</box>
a6-column-3 <box>654 738 738 888</box>
footer <box>100 1295 845 1311</box>
a4-body-2: ಜಿಲ್ಲಾ ಪಂಚಾಯಿತಿ ಸಭಾಂಗಣದಲ್ಲಿ ನಡೆದ ಕಾರ್ಯಾಗಾರದಲ್ಲಿ ಮಾತನಾಡಿ, ಅಭಿವೃದ್ಧಿ ಸೂಚ್ಯಂಕಗಳನ್ನು ಸುಧಾರಿಸಲು ಎಲ್ಲಾ ಇಲಾಖೆಗಳು ಸಮನ್ವಯದಿಂದ ಕಾರ್ಯನಿರ್ವಹಿಸಬೇಕು ಎಂದರು. <box>102 641 190 700</box>
a9-body-1b: ಸೇನಾ ದಿನಾಚರಣೆಯ ಅಂಗವಾಗಿ ನಿವೃತ್ತ ಯೋಧರನ್ನು ಸನ್ಮಾನಿಸಲಾಯಿತು. ದೇಶ ರಕ್ಷಣೆಯಲ್ಲಿ ಯೋಧರ ಸೇವೆ ಅನನ್ಯವಾದುದು ಎಂದು ಗಣ್ಯರು ಸ್ಮರಿಸಿದರು. <box>476 956 568 1005</box>
newspaper-name: KOLARA PATRIKE, <box>145 24 263 39</box>
a1-photo <box>196 96 468 242</box>
a11-body-1: ಅರಣ್ಯ ಭೂಮಿ ಒತ್ತುವರಿ ವಿವಾದಕ್ಕೆ ಸಂಬಂಧಿಸಿದಂತೆ ಮಾಜಿ ಶಾಸಕ ಜಿ.ಕೆ. ವೆಂಕಟಶಿವಾರೆಡ್ಡಿ ಅವರು ಮಾಜಿ ಸ್ಪೀಕರ್ ರಮೇಶ್‌ಕುಮಾರ್ ವಿರುದ್ಧ ತೀವ್ರ ವಾಗ್ದಾಳಿ ನಡೆಸಿದರು. <box>576 1040 660 1099</box>
a2-photo <box>574 108 842 246</box>
a11-body-3: ರೈತರ ಹಿತ ಕಾಪಾಡುವ ನಿಟ್ಟಿನಲ್ಲಿ ಸರ್ಕಾರ ಸೂಕ್ತ ನಿರ್ಧಾರ ಕೈಗೊಳ್ಳಬೇಕು. ಸತ್ಯಾಸತ್ಯತೆ ಜನರ ಮುಂದೆ ಬರಬೇಕು ಎಂದು ಹೇಳಿದರು. <box>576 1154 660 1203</box>
a8-body-1: ವಿದ್ಯಾರ್ಥಿಗಳಲ್ಲಿ ವ್ಯವಹಾರ ಜ್ಞಾನ ಹೆಚ್ಚಿಸಲು ಮಕ್ಕಳ ಸಂತೆ ಪೂರಕವಾಗಿದೆ ಎಂದು ಶಿಕ್ಷಣ ತಜ್ಞ ಡಿ.ಮುನಿಯಪ್ಪ ಅಭಿಪ್ರಾಯಪಟ್ಟರು. <box>102 1066 190 1105</box>
a2-dateline: ಚಿಕ್ಕಬಳ್ಳಾಪುರ, ಜ.೧೭: <box>490 108 548 117</box>
a10-column-1 <box>381 1160 471 1292</box>
vertical-rule-5 <box>376 894 377 1294</box>
a4-body-4: ಸಭೆಯಲ್ಲಿ ವಿವಿಧ ಇಲಾಖೆಗಳ ಅಧಿಕಾರಿಗಳು, ಜಿಲ್ಲಾ ಮಟ್ಟದ ಅಧಿಕಾರಿಗಳು ಭಾಗವಹಿಸಿದ್ದರು. <box>194 589 282 618</box>
a2-body-2b: ಪೋಷಕರು ಮಕ್ಕಳ ಚಟುವಟಿಕೆಗಳ ಮೇಲೆ ನಿಗಾವಹಿಸಬೇಕು, ಕ್ರೀಡೆ ಮತ್ತು ಓದಿನ ಕಡೆ ಹೆಚ್ಚಿನ ಗಮನ ನೀಡುವಂತೆ ಪ್ರೇರೇಪಿಸಬೇಕು ಎಂದು ಸಲಹೆ ನೀಡಿದರು. <box>574 250 658 309</box>
a8-headline-1: ಶಾಲಾ ಮಕ್ಕಳ ವ್ಯವಹಾರ ಜ್ಞಾನ ಹೆಚ್ಚಿಸಲು <box>152 898 323 913</box>
a9-dateline: ಕೋಲಾರ, ಜ.೧೭: <box>391 914 446 923</box>
a8-body-1b: ವಿದ್ಯಾರ್ಥಿಗಳಲ್ಲಿ ವ್ಯವಹಾರ ಜ್ಞಾನ ಹೆಚ್ಚಿಸಲು ಮಕ್ಕಳ ಸಂತೆ ಪೂರಕವಾಗಿದೆ ಎಂದು ಶಿಕ್ಷಣ ತಜ್ಞ ಡಿ.ಮುನಿಯಪ್ಪ ಅಭಿಪ್ರಾಯಪಟ್ಟರು. <box>194 1150 282 1189</box>
a3-body-2c: ಸಮುದಾಯದ ಮುಖಂಡರು ಹಾಗೂ ಅಧಿಕಾರಿಗಳು ಸಭೆಯಲ್ಲಿ ಭಾಗವಹಿಸಿದ್ದರು. ಜಯಂತಿಯಂದು ವೇದಿಕೆ ಕಾರ್ಯಕ್ರಮ ಹಾಗೂ ಮೆರವಣಿಗೆ ನಡೆಸಲು ತೀರ್ಮಾನಿಸಲಾಯಿತು. <box>754 582 842 641</box>
a7-dateline: ಕೋಲಾರ, ಜ.೧೭: <box>756 746 805 755</box>
